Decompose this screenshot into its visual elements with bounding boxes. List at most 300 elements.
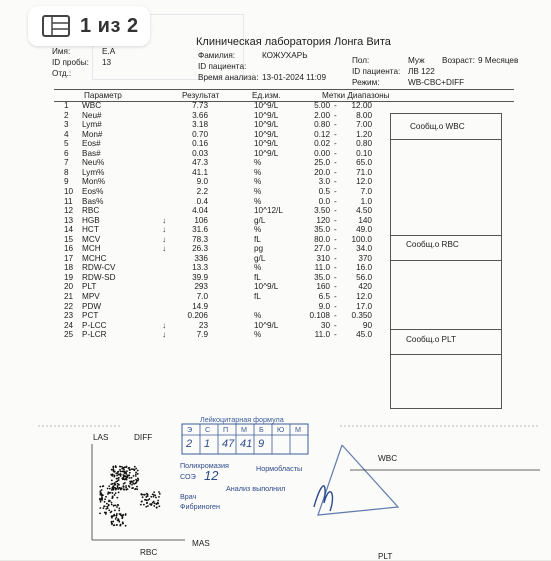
row-param: Bas# bbox=[82, 148, 101, 158]
patient-id-label: ID пациента: bbox=[198, 62, 247, 71]
scatter-dot bbox=[104, 501, 106, 503]
esr-value: 12 bbox=[204, 468, 219, 483]
name-label: Имя: bbox=[52, 47, 71, 56]
row-range-low: 30 bbox=[320, 320, 330, 330]
scatter-dot bbox=[157, 500, 159, 502]
scatter-dot bbox=[133, 469, 135, 471]
scatter-dot bbox=[131, 477, 133, 479]
formula-value-cell: 1 bbox=[204, 438, 211, 450]
scatter-dot bbox=[152, 502, 154, 504]
row-result: 0.16 bbox=[192, 139, 208, 149]
scatter-dot bbox=[112, 496, 114, 498]
row-param: Lym% bbox=[82, 167, 105, 177]
row-unit: 10^9/L bbox=[254, 129, 279, 139]
scatter-dot bbox=[116, 497, 118, 499]
row-unit: 10^9/L bbox=[254, 320, 279, 330]
scatter-dot bbox=[113, 470, 115, 472]
row-range-high: 420 bbox=[358, 282, 372, 292]
report-title: Клиническая лаборатория Лонга Вита bbox=[196, 36, 391, 48]
row-number: 3 bbox=[64, 120, 69, 130]
scatter-dot bbox=[147, 499, 149, 501]
scatter-dot bbox=[140, 493, 142, 495]
scatter-dot bbox=[110, 512, 112, 514]
row-range-low: 6.5 bbox=[318, 292, 330, 301]
row-flag: ↓ bbox=[162, 320, 167, 330]
scatter-diff-label: DIFF bbox=[134, 433, 153, 442]
scatter-dot bbox=[126, 470, 128, 472]
row-range-dash: - bbox=[334, 263, 337, 273]
row-param: MCV bbox=[82, 234, 101, 244]
row-number: 19 bbox=[64, 272, 74, 282]
row-unit: 10^9/L bbox=[254, 148, 279, 158]
scatter-dot bbox=[114, 487, 116, 489]
scatter-dot bbox=[153, 505, 155, 507]
row-number: 14 bbox=[64, 225, 74, 235]
scatter-dot bbox=[121, 470, 123, 472]
scatter-dot bbox=[123, 469, 125, 471]
row-number: 11 bbox=[64, 196, 73, 206]
scatter-dot bbox=[116, 524, 118, 526]
grid-view-icon bbox=[42, 15, 70, 37]
row-range-low: 160 bbox=[316, 282, 330, 292]
row-range-dash: - bbox=[334, 110, 337, 120]
scatter-dot bbox=[153, 491, 155, 493]
scatter-dot bbox=[114, 524, 116, 526]
row-flag: ↓ bbox=[162, 234, 167, 244]
scatter-dot bbox=[122, 521, 124, 523]
scatter-dot bbox=[117, 504, 119, 506]
scatter-dot bbox=[129, 477, 131, 479]
row-range-low: 0.02 bbox=[314, 139, 330, 149]
scatter-dot bbox=[146, 495, 148, 497]
row-unit: 10^9/L bbox=[254, 139, 279, 149]
scatter-dot bbox=[122, 514, 124, 516]
row-range-low: 11.0 bbox=[314, 263, 330, 273]
row-range-low: 0.5 bbox=[318, 186, 330, 196]
scatter-dot bbox=[125, 514, 127, 516]
scatter-dot bbox=[143, 504, 145, 506]
scatter-dot bbox=[111, 488, 113, 490]
row-unit: fL bbox=[254, 234, 261, 244]
scatter-dot bbox=[124, 482, 126, 484]
scatter-dot bbox=[122, 474, 124, 476]
row-result: 0.70 bbox=[192, 129, 208, 139]
scatter-dot bbox=[142, 496, 144, 498]
scatter-dot bbox=[101, 499, 103, 501]
row-range-high: 1.0 bbox=[360, 196, 372, 206]
row-param: HCT bbox=[82, 225, 99, 235]
scatter-dot bbox=[118, 507, 120, 509]
scatter-dot bbox=[144, 494, 146, 496]
row-param: P-LCC bbox=[82, 320, 107, 330]
scatter-dot bbox=[125, 487, 127, 489]
formula-header-cell: П bbox=[223, 425, 229, 434]
scatter-dot bbox=[105, 513, 107, 515]
row-unit: % bbox=[254, 196, 262, 206]
scatter-dot bbox=[155, 497, 157, 499]
scatter-dot bbox=[125, 466, 127, 468]
scatter-dot bbox=[108, 485, 110, 487]
row-unit: pg bbox=[254, 244, 264, 254]
formula-header-cell: С bbox=[205, 425, 211, 434]
rbc-message: Сообщ.о RBC bbox=[406, 240, 459, 249]
scatter-dot bbox=[113, 505, 115, 507]
row-param: Mon# bbox=[82, 129, 103, 139]
wbc-message: Сообщ.о WBC bbox=[410, 122, 465, 131]
scatter-dot bbox=[112, 492, 114, 494]
scatter-dot bbox=[142, 494, 144, 496]
esr-label: СОЭ bbox=[180, 472, 196, 481]
row-unit: fL bbox=[254, 272, 261, 282]
col-param: Параметр bbox=[84, 91, 122, 100]
row-unit: % bbox=[254, 330, 262, 340]
row-result: 7.9 bbox=[196, 330, 208, 340]
scatter-dot bbox=[116, 513, 118, 515]
scatter-dot bbox=[116, 506, 118, 508]
row-range-high: 0.350 bbox=[351, 311, 372, 321]
scatter-dot bbox=[125, 478, 127, 480]
row-range-high: 65.0 bbox=[356, 158, 372, 168]
row-range-high: 17.0 bbox=[356, 301, 372, 311]
row-number: 17 bbox=[64, 253, 74, 263]
row-range-low: 35.0 bbox=[314, 225, 330, 235]
scatter-dot bbox=[127, 474, 129, 476]
fibrinogen-label: Фибриноген bbox=[180, 502, 221, 511]
row-range-high: 8.00 bbox=[356, 110, 372, 120]
row-number: 10 bbox=[64, 186, 74, 196]
row-param: RDW-SD bbox=[82, 272, 116, 282]
row-param: PDW bbox=[82, 301, 102, 311]
scatter-dot bbox=[114, 474, 116, 476]
normoblasts-label: Нормобласты bbox=[256, 464, 303, 473]
col-result: Результат bbox=[182, 91, 220, 100]
scatter-dot bbox=[99, 512, 101, 514]
row-range-dash: - bbox=[334, 101, 337, 110]
row-range-high: 34.0 bbox=[356, 244, 372, 254]
row-flag: ↓ bbox=[162, 330, 167, 340]
row-number: 7 bbox=[64, 158, 69, 168]
scatter-dot bbox=[104, 498, 106, 500]
scatter-dot bbox=[115, 492, 117, 494]
row-param: Eos% bbox=[82, 186, 104, 196]
scatter-dot bbox=[111, 522, 113, 524]
row-range-low: 35.0 bbox=[314, 272, 330, 282]
scatter-dot bbox=[112, 483, 114, 485]
scatter-dot bbox=[144, 499, 146, 501]
scatter-dot bbox=[154, 502, 156, 504]
scatter-dot bbox=[104, 505, 106, 507]
sample-id-value: 13 bbox=[102, 58, 112, 67]
row-range-low: 0.108 bbox=[309, 311, 330, 321]
row-range-dash: - bbox=[334, 292, 337, 301]
scatter-dot bbox=[99, 486, 101, 488]
scatter-dot bbox=[111, 487, 113, 489]
scatter-dot bbox=[137, 477, 139, 479]
row-result: 41.1 bbox=[192, 167, 208, 177]
row-number: 22 bbox=[64, 301, 74, 311]
scatter-dot bbox=[158, 505, 160, 507]
scatter-dot bbox=[146, 502, 148, 504]
row-unit: 10^9/L bbox=[254, 120, 279, 130]
row-range-low: 3.50 bbox=[314, 206, 330, 216]
row-range-high: 100.0 bbox=[351, 234, 372, 244]
formula-header-cell: Б bbox=[259, 425, 264, 434]
row-number: 9 bbox=[64, 177, 69, 187]
scatter-dot bbox=[111, 504, 113, 506]
scatter-dot bbox=[112, 474, 114, 476]
row-param: Neu# bbox=[82, 110, 102, 120]
scatter-dot bbox=[118, 479, 120, 481]
col-unit: Ед.изм. bbox=[252, 91, 281, 100]
scatter-dot bbox=[124, 473, 126, 475]
scatter-dot bbox=[112, 485, 114, 487]
scatter-dot bbox=[119, 513, 121, 515]
scatter-dot bbox=[125, 525, 127, 527]
scatter-dot bbox=[123, 489, 125, 491]
scatter-dot bbox=[100, 492, 102, 494]
scatter-dot bbox=[114, 484, 116, 486]
row-result: 31.6 bbox=[192, 225, 208, 235]
scatter-dot bbox=[115, 516, 117, 518]
scatter-dot bbox=[123, 478, 125, 480]
scatter-dot bbox=[127, 488, 129, 490]
row-range-high: 90 bbox=[362, 320, 372, 330]
scatter-dot bbox=[131, 484, 133, 486]
row-unit: g/L bbox=[254, 215, 266, 225]
mode-value: WB-CBC+DIFF bbox=[408, 78, 465, 87]
row-unit: % bbox=[254, 311, 262, 321]
row-range-high: 49.0 bbox=[356, 225, 372, 235]
row-range-dash: - bbox=[334, 206, 337, 216]
formula-header-cell: Э bbox=[187, 425, 193, 434]
row-range-low: 80.0 bbox=[314, 234, 330, 244]
scatter-dot bbox=[117, 518, 119, 520]
scatter-dot bbox=[111, 469, 113, 471]
scatter-dot bbox=[118, 521, 120, 523]
row-param: Bas% bbox=[82, 196, 104, 206]
row-unit: g/L bbox=[254, 253, 266, 263]
row-result: 106 bbox=[194, 215, 208, 225]
row-unit: 10^9/L bbox=[254, 110, 279, 120]
scatter-dot bbox=[117, 478, 119, 480]
row-range-high: 12.0 bbox=[356, 292, 372, 301]
formula-value-cell: 9 bbox=[258, 438, 265, 450]
row-range-high: 370 bbox=[358, 253, 372, 263]
row-range-low: 0.0 bbox=[318, 196, 330, 206]
row-range-dash: - bbox=[334, 186, 337, 196]
row-range-low: 120 bbox=[316, 215, 330, 225]
scatter-dot bbox=[137, 480, 139, 482]
row-range-dash: - bbox=[334, 129, 337, 139]
scatter-mas-label: MAS bbox=[192, 539, 210, 548]
row-range-low: 27.0 bbox=[314, 244, 330, 254]
scatter-dot bbox=[135, 475, 137, 477]
scatter-dot bbox=[120, 471, 122, 473]
scatter-dot bbox=[99, 507, 101, 509]
row-range-dash: - bbox=[334, 301, 337, 311]
row-range-high: 12.0 bbox=[356, 177, 372, 187]
row-result: 13.3 bbox=[192, 263, 208, 273]
row-range-low: 9.0 bbox=[318, 301, 330, 311]
scatter-dot bbox=[108, 500, 110, 502]
row-range-high: 71.0 bbox=[356, 167, 372, 177]
row-unit: 10^12/L bbox=[254, 206, 283, 216]
row-range-low: 0.00 bbox=[314, 148, 330, 158]
surname-value: КОЖУХАРЬ bbox=[262, 51, 308, 60]
scatter-dot bbox=[135, 482, 137, 484]
doctor-label: Врач bbox=[180, 492, 197, 501]
scatter-dot bbox=[124, 476, 126, 478]
row-result: 336 bbox=[194, 253, 208, 263]
row-result: 47.3 bbox=[192, 158, 208, 168]
formula-header-cell: М bbox=[295, 425, 301, 434]
scatter-dot bbox=[117, 483, 119, 485]
row-range-low: 0.80 bbox=[314, 120, 330, 130]
scatter-dot bbox=[127, 476, 129, 478]
row-result: 3.66 bbox=[192, 110, 208, 120]
scatter-dot bbox=[107, 507, 109, 509]
scatter-dot bbox=[118, 492, 120, 494]
row-range-dash: - bbox=[334, 253, 337, 263]
scatter-dot bbox=[125, 485, 127, 487]
row-range-low: 5.00 bbox=[314, 101, 330, 110]
row-range-dash: - bbox=[334, 225, 337, 235]
formula-value-cell: 2 bbox=[186, 438, 193, 450]
row-range-dash: - bbox=[334, 320, 337, 330]
scatter-dot bbox=[123, 486, 125, 488]
row-result: 2.2 bbox=[196, 186, 208, 196]
scatter-dot bbox=[120, 475, 122, 477]
scatter-dot bbox=[108, 509, 110, 511]
row-number: 23 bbox=[64, 311, 74, 321]
row-range-dash: - bbox=[334, 158, 337, 168]
scatter-dot bbox=[157, 503, 159, 505]
scatter-dot bbox=[133, 480, 135, 482]
scatter-dot bbox=[120, 489, 122, 491]
scatter-dot bbox=[119, 525, 121, 527]
row-range-high: 12.00 bbox=[351, 101, 372, 110]
row-range-dash: - bbox=[334, 234, 337, 244]
age-label: Возраст: bbox=[442, 56, 475, 65]
scatter-dot bbox=[107, 488, 109, 490]
row-range-high: 45.0 bbox=[356, 330, 372, 340]
scatter-dot bbox=[101, 494, 103, 496]
scatter-dot bbox=[159, 493, 161, 495]
formula-header-cell: М bbox=[241, 425, 247, 434]
row-result: 293 bbox=[194, 282, 208, 292]
row-range-high: 56.0 bbox=[356, 272, 372, 282]
scatter-dot bbox=[109, 492, 111, 494]
row-unit: 10^9/L bbox=[254, 101, 279, 110]
row-number: 6 bbox=[64, 148, 69, 158]
scatter-dot bbox=[111, 502, 113, 504]
scatter-dot bbox=[121, 515, 123, 517]
row-range-low: 20.0 bbox=[314, 167, 330, 177]
scatter-dot bbox=[128, 467, 130, 469]
name-value: Е.А bbox=[102, 47, 116, 56]
row-param: PCT bbox=[82, 311, 99, 321]
row-range-high: 16.0 bbox=[356, 263, 372, 273]
scatter-dot bbox=[121, 477, 123, 479]
scatter-dot bbox=[122, 467, 124, 469]
row-range-dash: - bbox=[334, 272, 337, 282]
scatter-dot bbox=[135, 473, 137, 475]
scatter-dot bbox=[137, 473, 139, 475]
row-number: 1 bbox=[64, 101, 69, 110]
scatter-dot bbox=[152, 493, 154, 495]
scatter-dot bbox=[151, 503, 153, 505]
row-number: 13 bbox=[64, 215, 74, 225]
row-result: 3.18 bbox=[192, 120, 208, 130]
row-number: 5 bbox=[64, 139, 69, 149]
row-range-dash: - bbox=[334, 167, 337, 177]
scatter-dot bbox=[118, 510, 120, 512]
scatter-dot bbox=[129, 472, 131, 474]
scatter-dot bbox=[103, 507, 105, 509]
page-counter[interactable] bbox=[28, 6, 150, 46]
row-range-low: 2.00 bbox=[314, 110, 330, 120]
scatter-dot bbox=[114, 494, 116, 496]
row-result: 9.0 bbox=[196, 177, 208, 187]
row-range-dash: - bbox=[334, 196, 337, 206]
row-unit: fL bbox=[254, 292, 261, 301]
row-range-low: 11.0 bbox=[314, 330, 330, 340]
row-result: 7.73 bbox=[192, 101, 208, 110]
row-number: 20 bbox=[64, 282, 74, 292]
scatter-dot bbox=[113, 468, 115, 470]
row-unit: % bbox=[254, 263, 262, 273]
patient-id2-value: ЛВ 122 bbox=[408, 67, 435, 76]
row-range-high: 0.10 bbox=[356, 148, 372, 158]
row-param: Neu% bbox=[82, 158, 105, 168]
scatter-dot bbox=[114, 509, 116, 511]
scatter-dot bbox=[99, 490, 101, 492]
scatter-dot bbox=[115, 465, 117, 467]
scatter-dot bbox=[134, 466, 136, 468]
row-number: 24 bbox=[64, 320, 74, 330]
scatter-dot bbox=[130, 480, 132, 482]
scatter-las-label: LAS bbox=[93, 433, 109, 442]
formula-value-cell: 47 bbox=[222, 438, 235, 450]
row-number: 15 bbox=[64, 234, 74, 244]
scatter-dot bbox=[116, 514, 118, 516]
row-result: 7.0 bbox=[196, 292, 208, 301]
scatter-dot bbox=[156, 506, 158, 508]
row-param: RBC bbox=[82, 206, 100, 216]
row-range-high: 1.20 bbox=[356, 129, 372, 139]
surname-label: Фамилия: bbox=[198, 51, 236, 60]
scatter-dot bbox=[112, 515, 114, 517]
scatter-dot bbox=[106, 503, 108, 505]
scatter-dot bbox=[135, 471, 137, 473]
row-range-high: 4.50 bbox=[356, 206, 372, 216]
scatter-dot bbox=[158, 496, 160, 498]
scatter-dot bbox=[153, 496, 155, 498]
row-result: 0.4 bbox=[196, 196, 208, 206]
row-range-dash: - bbox=[334, 148, 337, 158]
row-param: MCHC bbox=[82, 253, 107, 263]
row-range-dash: - bbox=[334, 139, 337, 149]
scatter-dot bbox=[141, 501, 143, 503]
row-number: 21 bbox=[64, 292, 74, 301]
row-param: Lym# bbox=[82, 120, 102, 130]
row-range-low: 3.0 bbox=[318, 177, 330, 187]
page-counter-text: 1 из 2 bbox=[80, 14, 139, 37]
dept-label: Отд.: bbox=[52, 69, 72, 78]
scatter-dot bbox=[107, 493, 109, 495]
scatter-dot bbox=[118, 474, 120, 476]
row-flag: ↓ bbox=[162, 244, 167, 254]
